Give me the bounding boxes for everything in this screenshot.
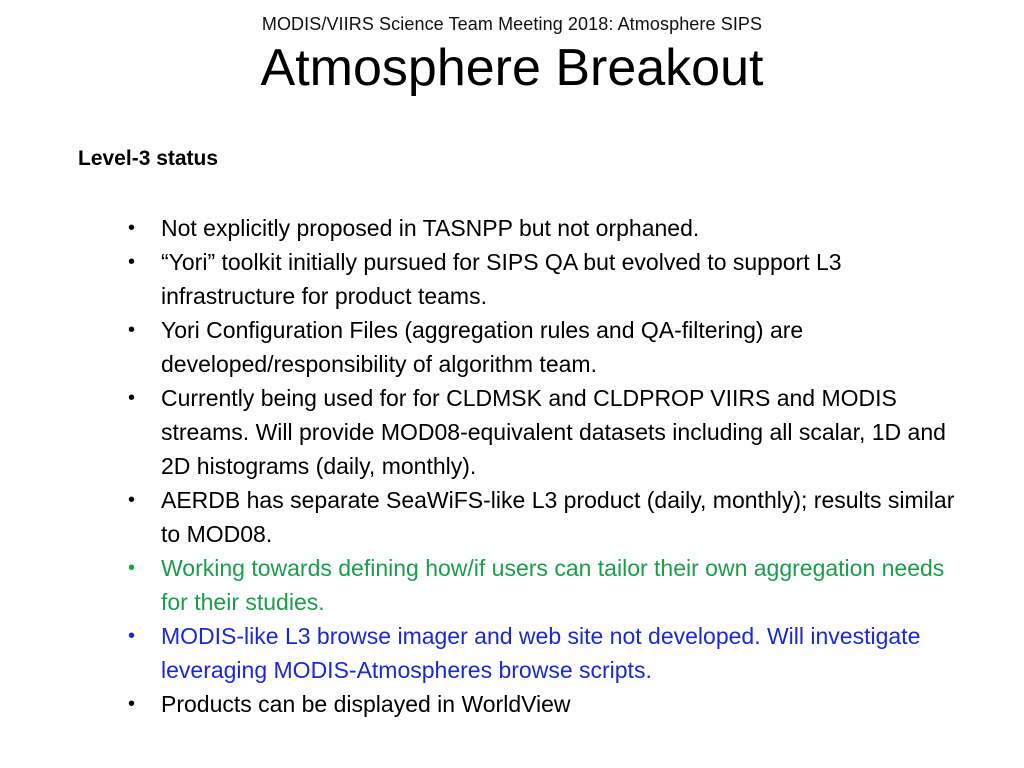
- bullet-icon: •: [128, 251, 136, 273]
- bullet-item-8: [125, 687, 955, 721]
- bullet-item-6: [125, 551, 955, 619]
- bullet-item-1: [125, 211, 955, 245]
- bullet-item-5: [125, 483, 955, 551]
- bullet-item-2: [125, 245, 955, 313]
- bullet-text: Products can be displayed in WorldView: [161, 691, 571, 717]
- bullet-text: “Yori” toolkit initially pursued for SIPS QA but evolved to support L3 infrastructure for product teams.: [161, 249, 842, 309]
- bullet-icon: •: [128, 693, 136, 715]
- bullet-text: Not explicitly proposed in TASNPP but not orphaned.: [161, 215, 700, 241]
- bullet-icon: •: [128, 557, 136, 579]
- page-title: Atmosphere Breakout: [260, 39, 764, 97]
- bullet-icon: •: [128, 625, 136, 647]
- bullet-text: MODIS-like L3 browse imager and web site not developed. Will investigate leveraging MODIS-Atmospheres browse scripts.: [161, 623, 921, 683]
- bullet-item-4: [125, 381, 955, 483]
- bullet-text: AERDB has separate SeaWiFS-like L3 product (daily, monthly); results similar to MOD08.: [161, 487, 955, 547]
- bullet-text: Currently being used for for CLDMSK and CLDPROP VIIRS and MODIS streams. Will provide MOD08-equivalent datasets including all scalar, 1D and 2D histograms (daily, monthly).: [161, 385, 946, 479]
- bullet-text: Yori Configuration Files (aggregation rules and QA-filtering) are developed/responsibility of algorithm team.: [161, 317, 804, 377]
- bullet-item-7: [125, 619, 955, 687]
- bullet-item-3: [125, 313, 955, 381]
- bullet-icon: •: [128, 217, 136, 239]
- section-heading: Level-3 status: [78, 147, 219, 170]
- bullet-text: Working towards defining how/if users can tailor their own aggregation needs for their studies.: [161, 555, 945, 615]
- bullet-icon: •: [128, 489, 136, 511]
- bullet-icon: •: [128, 319, 136, 341]
- bullet-icon: •: [128, 387, 136, 409]
- slide-header: MODIS/VIIRS Science Team Meeting 2018: Atmosphere SIPS: [261, 14, 763, 34]
- bullet-list: [125, 211, 955, 721]
